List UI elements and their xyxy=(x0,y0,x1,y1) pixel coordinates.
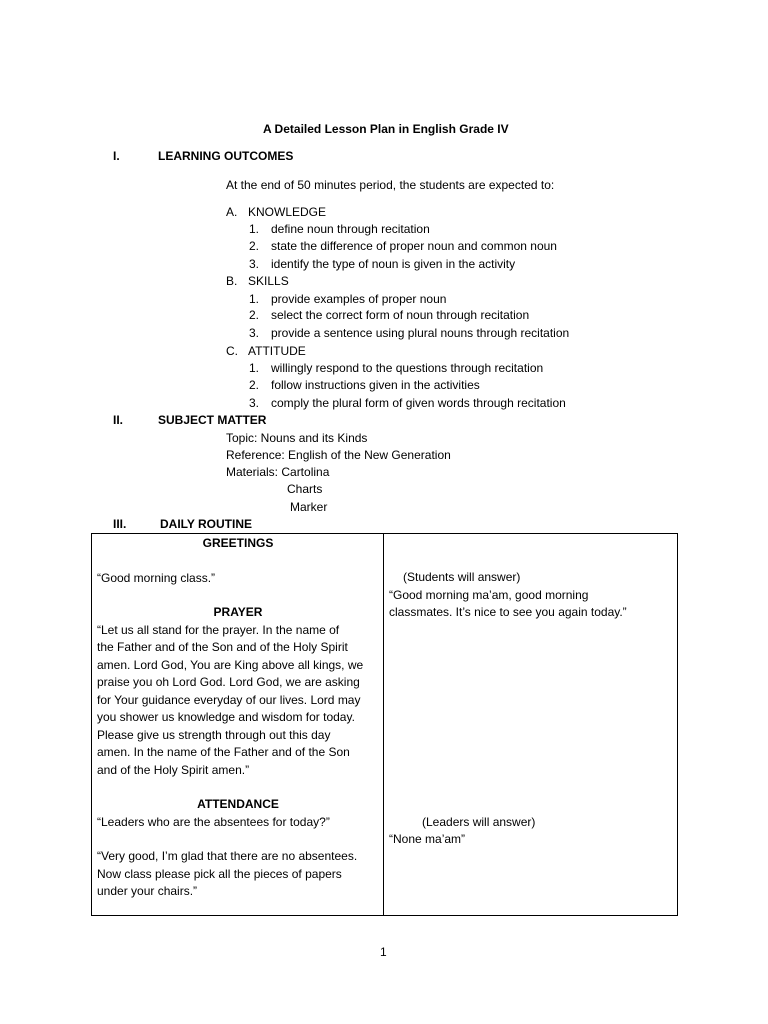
daily-routine-table xyxy=(91,533,678,916)
group-c-label: ATTITUDE xyxy=(248,344,306,358)
prayer-line: amen. In the name of the Father and of the Son xyxy=(97,745,350,759)
group-a-label: KNOWLEDGE xyxy=(248,205,327,219)
prayer-line: you shower us knowledge and wisdom for today. xyxy=(97,710,355,724)
prayer-line: the Father and of the Son and of the Holy Spirit xyxy=(97,640,348,654)
prayer-text xyxy=(97,622,379,780)
section-2-numeral: II. xyxy=(113,413,124,427)
group-b-label: SKILLS xyxy=(248,274,289,288)
attendance-question: “Leaders who are the absentees for today?” xyxy=(97,814,330,829)
prayer-line: for Your guidance everyday of our lives. Lord may xyxy=(97,692,361,707)
group-a-item-2-num: 2. xyxy=(249,239,260,253)
leaders-cue: (Leaders will answer) xyxy=(422,814,536,829)
group-b-item-3: provide a sentence using plural nouns through recitation xyxy=(271,326,570,340)
group-c-item-1: willingly respond to the questions through recitation xyxy=(271,361,544,375)
group-c-item-1-num: 1. xyxy=(249,361,260,375)
closing-line: Now class please pick all the pieces of papers xyxy=(97,866,342,881)
students-column xyxy=(389,534,675,849)
attendance-heading: ATTENDANCE xyxy=(197,797,279,811)
students-reply-line: “Good morning ma’am, good morning xyxy=(389,587,589,602)
group-a-item-3: identify the type of noun is given in the activity xyxy=(271,257,516,271)
page-number: 1 xyxy=(380,945,387,959)
group-c-item-3-num: 3. xyxy=(249,396,260,410)
subject-material-charts: Charts xyxy=(287,482,323,496)
section-3-heading: DAILY ROUTINE xyxy=(160,517,253,531)
section-1-heading: LEARNING OUTCOMES xyxy=(158,149,294,163)
subject-material-marker: Marker xyxy=(290,500,328,514)
prayer-line: amen. Lord God, You are King above all kings, we xyxy=(97,657,364,672)
prayer-heading: PRAYER xyxy=(213,605,263,619)
closing-line: under your chairs.” xyxy=(97,884,198,898)
prayer-line: praise you oh Lord God. Lord God, we are asking xyxy=(97,675,360,689)
students-cue: (Students will answer) xyxy=(403,570,521,584)
group-a-letter: A. xyxy=(226,205,238,219)
group-a-item-1-num: 1. xyxy=(249,222,260,236)
learning-outcomes-intro: At the end of 50 minutes period, the students are expected to: xyxy=(226,178,555,192)
closing-line: “Very good, I’m glad that there are no absentees. xyxy=(97,849,358,863)
section-2-heading: SUBJECT MATTER xyxy=(158,413,267,427)
group-c-letter: C. xyxy=(226,344,238,358)
column-divider xyxy=(383,534,384,915)
teacher-greeting: “Good morning class.” xyxy=(97,570,216,585)
group-c-item-3: comply the plural form of given words through recitation xyxy=(271,396,566,410)
group-a-item-1: define noun through recitation xyxy=(271,222,430,236)
group-a-item-3-num: 3. xyxy=(249,257,260,271)
subject-materials: Materials: Cartolina xyxy=(226,465,330,479)
prayer-line: Please give us strength through out this day xyxy=(97,727,331,742)
subject-reference: Reference: English of the New Generation xyxy=(226,448,451,462)
prayer-line: “Let us all stand for the prayer. In the name of xyxy=(97,622,340,637)
group-b-item-1-num: 1. xyxy=(249,292,260,306)
page-title: A Detailed Lesson Plan in English Grade IV xyxy=(263,122,509,136)
group-b-item-3-num: 3. xyxy=(249,326,260,340)
teacher-column xyxy=(97,534,379,901)
section-1-numeral: I. xyxy=(113,149,120,163)
group-b-item-1: provide examples of proper noun xyxy=(271,292,447,306)
subject-topic: Topic: Nouns and its Kinds xyxy=(226,431,368,445)
group-a-item-2: state the difference of proper noun and common noun xyxy=(271,239,557,253)
closing-text xyxy=(97,848,379,901)
students-reply-line: classmates. It’s nice to see you again today.” xyxy=(389,605,627,619)
leaders-reply: “None ma’am” xyxy=(389,832,466,846)
group-b-item-2-num: 2. xyxy=(249,308,260,322)
group-b-item-2: select the correct form of noun through recitation xyxy=(271,308,530,322)
section-3-numeral: III. xyxy=(113,517,127,531)
group-c-item-2: follow instructions given in the activities xyxy=(271,378,480,392)
group-c-item-2-num: 2. xyxy=(249,378,260,392)
prayer-line: and of the Holy Spirit amen.” xyxy=(97,762,250,777)
group-b-letter: B. xyxy=(226,274,238,288)
greetings-heading: GREETINGS xyxy=(202,536,274,550)
